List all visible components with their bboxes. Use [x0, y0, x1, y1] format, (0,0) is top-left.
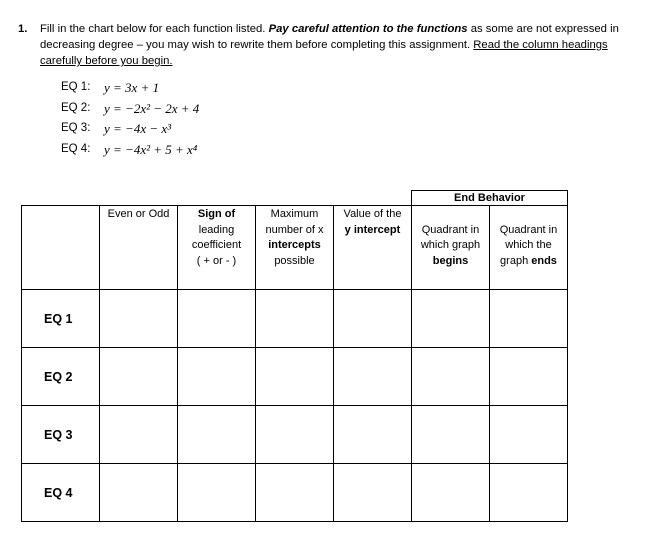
end-behavior-header: End Behavior: [412, 191, 568, 206]
answer-cell[interactable]: [178, 464, 256, 522]
answer-cell[interactable]: [256, 406, 334, 464]
end-behavior-row: [22, 191, 568, 206]
answer-cell[interactable]: [100, 406, 178, 464]
equation-label: EQ 3:: [61, 122, 91, 134]
header-graph-ends: Quadrant in which the graph ends: [490, 206, 568, 290]
answer-cell[interactable]: [256, 464, 334, 522]
equation-label: EQ 2:: [61, 101, 91, 114]
answer-cell[interactable]: [256, 348, 334, 406]
header-y-intercept: Value of the y intercept: [334, 206, 412, 290]
instructions: [18, 21, 630, 69]
answer-cell[interactable]: [334, 464, 412, 522]
header-row: [22, 206, 568, 290]
question-number: 1.: [18, 23, 28, 35]
corner-cell: [22, 206, 100, 290]
table-row: [22, 464, 568, 522]
table-row: [22, 406, 568, 464]
row-label: EQ 3: [22, 406, 100, 464]
equation-expression: y = 3x + 1: [104, 80, 160, 95]
answer-cell[interactable]: [178, 290, 256, 348]
header-graph-begins: Quadrant in which graph begins: [412, 206, 490, 290]
row-label: EQ 1: [22, 290, 100, 348]
answer-cell[interactable]: [412, 406, 490, 464]
instructions-text: [40, 21, 630, 69]
answer-cell[interactable]: [100, 290, 178, 348]
answer-cell[interactable]: [490, 348, 568, 406]
equation-label: EQ 4:: [61, 142, 91, 155]
answer-cell[interactable]: [178, 406, 256, 464]
answer-cell[interactable]: [412, 290, 490, 348]
answer-cell[interactable]: [334, 348, 412, 406]
answer-cell[interactable]: [100, 464, 178, 522]
instructions-emphasis: Pay careful attention to the functions: [268, 23, 468, 35]
answer-cell[interactable]: [178, 348, 256, 406]
equation-expression: y = −4x² + 5 + x⁴: [104, 141, 198, 157]
answer-cell[interactable]: [334, 290, 412, 348]
function-chart: [21, 190, 568, 522]
header-sign-leading-coefficient: Sign of leading coefficient ( + or - ): [178, 206, 256, 290]
instructions-part1: Fill in the chart below for each function listed.: [40, 23, 269, 35]
answer-cell[interactable]: [100, 348, 178, 406]
answer-cell[interactable]: [490, 290, 568, 348]
header-even-odd: Even or Odd: [100, 206, 178, 290]
answer-cell[interactable]: [412, 464, 490, 522]
table-row: [22, 290, 568, 348]
row-label: EQ 4: [22, 464, 100, 522]
answer-cell[interactable]: [490, 406, 568, 464]
answer-cell[interactable]: [412, 348, 490, 406]
equation-expression: y = −2x² − 2x + 4: [104, 100, 200, 116]
header-max-x-intercepts: Maximum number of x intercepts possible: [256, 206, 334, 290]
row-label: EQ 2: [22, 348, 100, 406]
answer-cell[interactable]: [490, 464, 568, 522]
equation-label: EQ 1:: [61, 81, 91, 93]
instructions-underlined: Read the column headings carefully before you begin.: [40, 39, 608, 67]
equation-expression: y = −4x − x³: [104, 121, 172, 136]
answer-cell[interactable]: [256, 290, 334, 348]
instructions-part2: as some are not expressed in decreasing degree – you may wish to rewrite them before completing this assignment.: [40, 23, 619, 51]
answer-cell[interactable]: [334, 406, 412, 464]
table-row: [22, 348, 568, 406]
